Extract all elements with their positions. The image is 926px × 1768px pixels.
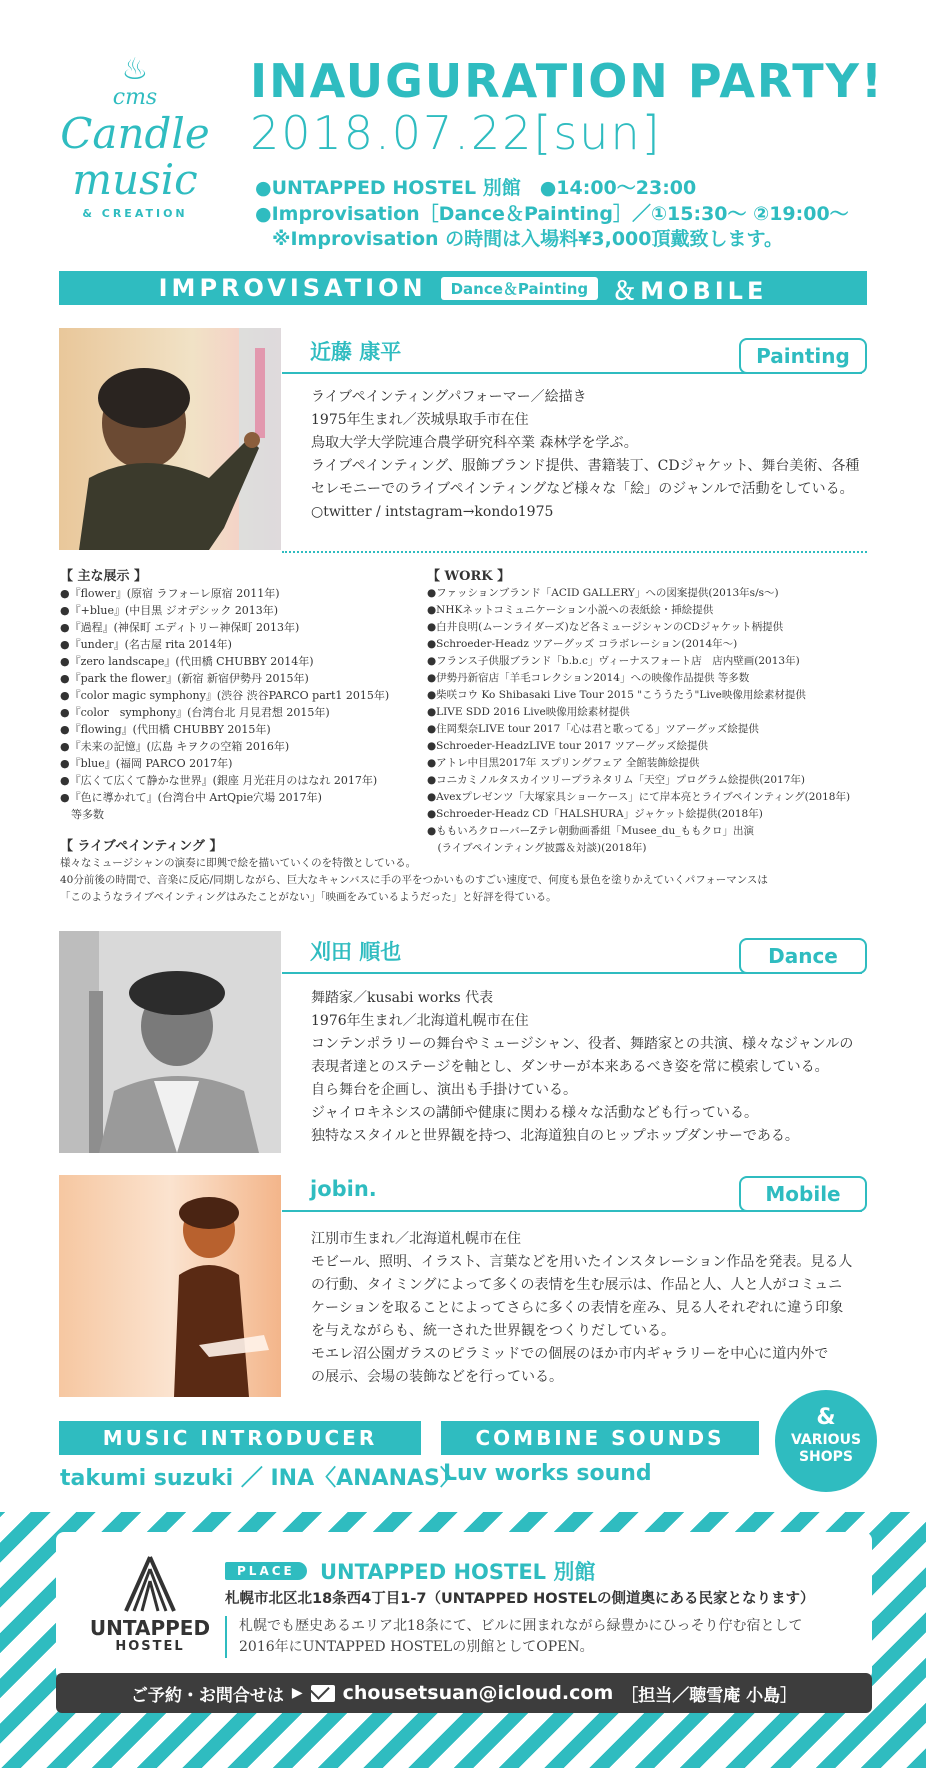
list-item: ●フランス子供服ブランド「b.b.c」ヴィーナスフォート店 店内壁画(2013年)	[427, 655, 800, 667]
list-item: ●『flower』(原宿 ラフォーレ原宿 2011年)	[60, 587, 280, 600]
arrow-right-icon: ▶	[291, 1685, 303, 1701]
list-item: (ライブペインティング披露＆対談)(2018年)	[427, 842, 647, 854]
artist-name-jobin: jobin.	[310, 1177, 377, 1201]
banner-improvisation: IMPROVISATION	[158, 274, 427, 302]
bio-line: 鳥取大学大学院連合農学研究科卒業 森林学を学ぶ。	[311, 435, 638, 451]
banner-mobile: ＆MOBILE	[612, 276, 768, 305]
logo-word-creation: & CREATION	[82, 207, 188, 220]
venue-description	[225, 1616, 803, 1658]
venue-address: 札幌市北区北18条西4丁目1-7（UNTAPPED HOSTELの側道奥にある民家となります）	[225, 1591, 815, 1607]
list-item: ●白井良明(ムーンライダーズ)など各ミュージシャンのCDジャケット柄提供	[427, 621, 784, 633]
various-shops-badge	[775, 1390, 877, 1492]
list-item: ●『zero landscape』(代田橋 CHUBBY 2014年)	[60, 655, 314, 668]
list-item: ●ももいろクローバーZテレ朝動画番組「Musee_du_ももクロ」出演	[427, 825, 755, 837]
contact-label: ご予約・お問合せは	[130, 1685, 284, 1706]
venue-desc-line: 札幌でも歴史あるエリア北18条にて、ビルに囲まれながら緑豊かにひっそり佇む宿として	[239, 1618, 803, 1634]
artist-bio-kondo	[311, 386, 859, 524]
list-item: ●伊勢丹新宿店「羊毛コレクション2014」への映像作品提供 等多数	[427, 672, 750, 684]
artist-name-kondo: 近藤 康平	[310, 340, 402, 364]
list-item: 等多数	[60, 808, 104, 821]
bio-line: ジャイロキネシスの講師や健康に関わる様々な活動なども行っている。	[311, 1105, 759, 1121]
bio-line: セレモニーでのライブペインティングなど様々な「絵」のジャンルで活動をしている。	[311, 481, 854, 497]
untapped-logo-line1: UNTAPPED	[89, 1616, 211, 1640]
list-item: ●『色に導かれて』(台湾台中 ArtQpie穴場 2017年)	[60, 791, 322, 804]
list-item: ●『+blue』(中目黒 ジオデシック 2013年)	[60, 604, 279, 617]
dotted-divider	[282, 551, 867, 553]
place-label: PLACE	[225, 1562, 307, 1580]
logo-word-music: music	[72, 155, 198, 204]
venue-desc-line: 2016年にUNTAPPED HOSTELの別館としてOPEN。	[239, 1639, 594, 1655]
candle-music-logo	[60, 52, 210, 245]
banner-dance-painting-pill: Dance＆Painting	[441, 277, 599, 300]
artist-name-karita: 刈田 順也	[310, 940, 402, 964]
event-improvisation-times: ●Improvisation［Dance＆Painting］／①15:30〜 ②19:00〜	[255, 203, 849, 225]
bio-line: ライブペインティング、服飾ブランド提供、書籍装丁、CDジャケット、舞台美術、各種	[311, 458, 860, 474]
bio-line: コンテンポラリーの舞台やミュージシャン、役者、舞踏家との共演、様々なジャンルの	[311, 1036, 854, 1052]
list-item: ●『過程』(神保町 エディトリー神保町 2013年)	[60, 621, 300, 634]
event-date: 2018.07.22[sun]	[250, 106, 662, 160]
list-item: ●『未来の記憶』(広島 キヲクの空箱 2016年)	[60, 740, 290, 753]
candle-flame-icon: ♨	[121, 52, 149, 87]
list-item: ●柴咲コウ Ko Shibasaki Live Tour 2015 "こううたう"Live映像用絵素材提供	[427, 689, 806, 701]
music-introducer-label: MUSIC INTRODUCER	[59, 1421, 421, 1455]
mail-icon	[311, 1685, 335, 1702]
badge-line2: SHOPS	[798, 1449, 854, 1465]
list-item: ●『park the flower』(新宿 新宿伊勢丹 2015年)	[60, 672, 309, 685]
bio-line: 1976年生まれ／北海道札幌市在住	[311, 1013, 529, 1029]
bio-line: を与えながらも、統一された世界観をつくりだしている。	[311, 1323, 675, 1339]
list-item: ●住岡梨奈LIVE tour 2017「心は君と歌ってる」ツアーグッズ絵提供	[427, 723, 759, 735]
list-item: ●『color magic symphony』(渋谷 渋谷PARCO part1 2015年)	[60, 689, 390, 702]
bio-line: モエレ沼公園ガラスのピラミッドでの個展のほか市内ギャラリーを中心に道内外で	[311, 1346, 829, 1362]
list-item: ●『blue』(福岡 PARCO 2017年)	[60, 757, 233, 770]
bio-line: 舞踏家／kusabi works 代表	[311, 990, 494, 1006]
list-item: ●LIVE SDD 2016 Live映像用絵素材提供	[427, 706, 630, 718]
bio-line: の展示、会場の装飾などを行っている。	[311, 1369, 563, 1385]
artist-photo-kondo	[59, 328, 281, 550]
bio-line: ライブペインティングパフォーマー／絵描き	[311, 389, 587, 405]
section-banner	[59, 271, 867, 305]
bio-line: ケーションを取ることによってさらに多くの表情を産み、見る人それぞれに違う印象	[311, 1300, 844, 1316]
badge-line1: VARIOUS	[790, 1432, 862, 1448]
combine-sounds-names: Luv works sound	[443, 1461, 652, 1486]
artist-photo-jobin	[59, 1175, 281, 1397]
venue-name: UNTAPPED HOSTEL 別館	[320, 1560, 596, 1584]
list-item: ●アトレ中目黒2017年 スプリングフェア 全館装飾絵提供	[427, 757, 700, 769]
livepainting-text	[60, 855, 768, 906]
contact-email[interactable]: chousetsuan@icloud.com	[342, 1682, 614, 1704]
contact-person: ［担当／聴雪庵 小島］	[621, 1685, 798, 1706]
list-item: ●NHKネットコミュニケーション小説への表紙絵・挿絵提供	[427, 604, 714, 616]
artist-photo-karita	[59, 931, 281, 1153]
artist-bio-karita	[311, 987, 853, 1148]
bio-line: 表現者達とのステージを軸とし、ダンサーが本来あるべき姿を常に模索している。	[311, 1059, 829, 1075]
combine-sounds-label: COMBINE SOUNDS	[441, 1421, 759, 1455]
list-item: ●『広くて広くて静かな世界』(銀座 月光荘月のはなれ 2017年)	[60, 774, 378, 787]
artist-tag-dance: Dance	[739, 938, 867, 974]
note-line: 様々なミュージシャンの演奏に即興で絵を描いていくのを特徴としている。	[60, 857, 417, 869]
bio-line: 独特なスタイルと世界観を持つ、北海道独自のヒップホップダンサーである。	[311, 1128, 799, 1144]
bio-line: 1975年生まれ／茨城県取手市在住	[311, 412, 529, 428]
badge-ampersand: &	[816, 1405, 836, 1430]
artist-tag-painting: Painting	[739, 338, 867, 374]
list-item: ●Avexプレゼンツ「大塚家具ショーケース」にて岸本亮とライブペインティング(2018年)	[427, 791, 851, 803]
bio-line: ○twitter / intstagram→kondo1975	[311, 504, 554, 520]
list-item: ●『under』(名古屋 rita 2014年)	[60, 638, 232, 651]
list-item: ●Schroeder-Headz CD「HALSHURA」ジャケット絵提供(2018年)	[427, 808, 763, 820]
note-line: 40分前後の時間で、音楽に反応/同期しながら、巨大なキャンバスに手の平をつかいものすごい速度で、何度も景色を塗りかえていくパフォーマンスは	[60, 874, 768, 886]
works-heading: 【 WORK 】	[427, 569, 511, 584]
bio-line: の行動、タイミングによって多くの表情を生む展示は、作品と人、人と人がコミュニ	[311, 1277, 843, 1293]
untapped-logo-line2: HOSTEL	[115, 1639, 185, 1654]
untapped-hostel-logo	[84, 1617, 216, 1654]
works-list	[427, 585, 850, 857]
exhibitions-heading: 【 主な展示 】	[60, 569, 148, 584]
untapped-house-icon	[122, 1555, 178, 1613]
list-item: ●『flowing』(代田橋 CHUBBY 2015年)	[60, 723, 271, 736]
livepainting-heading: 【 ライブペインティング 】	[60, 839, 223, 854]
bio-line: 自ら舞台を企画し、演出も手掛けている。	[311, 1082, 577, 1098]
logo-mark: cms	[112, 85, 158, 110]
list-item: ●ファッションブランド「ACID GALLERY」への図案提供(2013年s/s〜)	[427, 587, 779, 599]
artist-bio-jobin	[311, 1228, 852, 1389]
event-fee-note: ※Improvisation の時間は入場料¥3,000頂戴致します。	[272, 228, 783, 250]
contact-bar	[56, 1673, 872, 1713]
list-item: ●Schroeder-HeadzLIVE tour 2017 ツアーグッズ絵提供	[427, 740, 709, 752]
bio-line: 江別市生まれ／北海道札幌市在住	[311, 1231, 521, 1247]
logo-word-candle: Candle	[60, 109, 210, 158]
artist-tag-mobile: Mobile	[739, 1176, 867, 1212]
list-item: ●Schroeder-Headz ツアーグッズ コラボレーション(2014年〜)	[427, 638, 738, 650]
list-item: ●『color symphony』(台湾台北 月見君想 2015年)	[60, 706, 330, 719]
event-venue-time: ●UNTAPPED HOSTEL 別館 ●14:00〜23:00	[255, 177, 697, 199]
list-item: ●コニカミノルタスカイツリープラネタリム「天空」プログラム絵提供(2017年)	[427, 774, 805, 786]
note-line: 「このようなライブペインティングはみたことがない」「映画をみているようだった」と好評を得ている。	[60, 891, 557, 903]
exhibitions-list	[60, 585, 389, 823]
music-introducer-names: takumi suzuki ／ INA〈ANANAS〉	[60, 1466, 462, 1491]
event-title: INAUGURATION PARTY!	[250, 54, 884, 108]
bio-line: モビール、照明、イラスト、言葉などを用いたインスタレーション作品を発表。見る人	[311, 1254, 853, 1270]
